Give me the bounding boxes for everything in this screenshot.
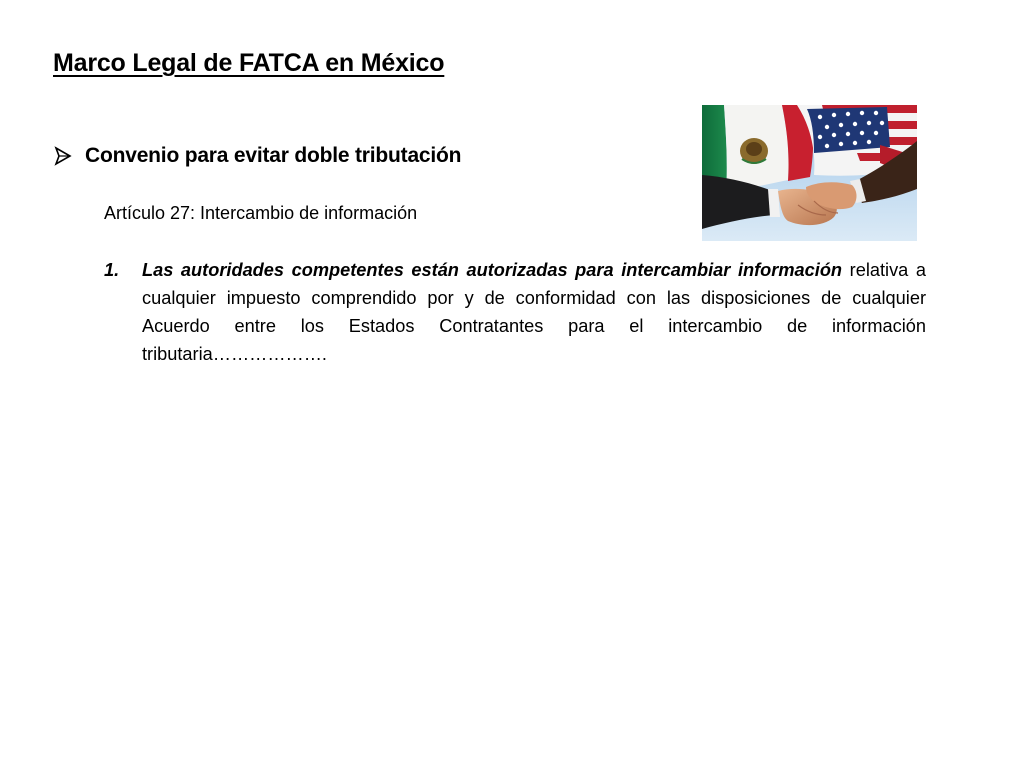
bullet-heading: Convenio para evitar doble tributación: [85, 144, 462, 167]
bullet-item: [53, 144, 461, 168]
arrow-bullet-icon: [53, 146, 73, 166]
slide-title: Marco Legal de FATCA en México: [53, 49, 445, 77]
flags-handshake-image: [702, 105, 917, 241]
item-emphasis: Las autoridades competentes están autorizadas para intercambiar información: [142, 260, 843, 280]
item-text: [142, 256, 926, 368]
article-heading: Artículo 27: Intercambio de información: [104, 203, 418, 223]
numbered-item: [104, 256, 926, 368]
item-rest: relativa a cualquier impuesto comprendido por y de conformidad con las disposiciones de cualquier Acuerdo entre los Estados Contratantes para el intercambio de información tributaria……………….: [142, 260, 926, 364]
item-number: 1.: [104, 260, 120, 280]
